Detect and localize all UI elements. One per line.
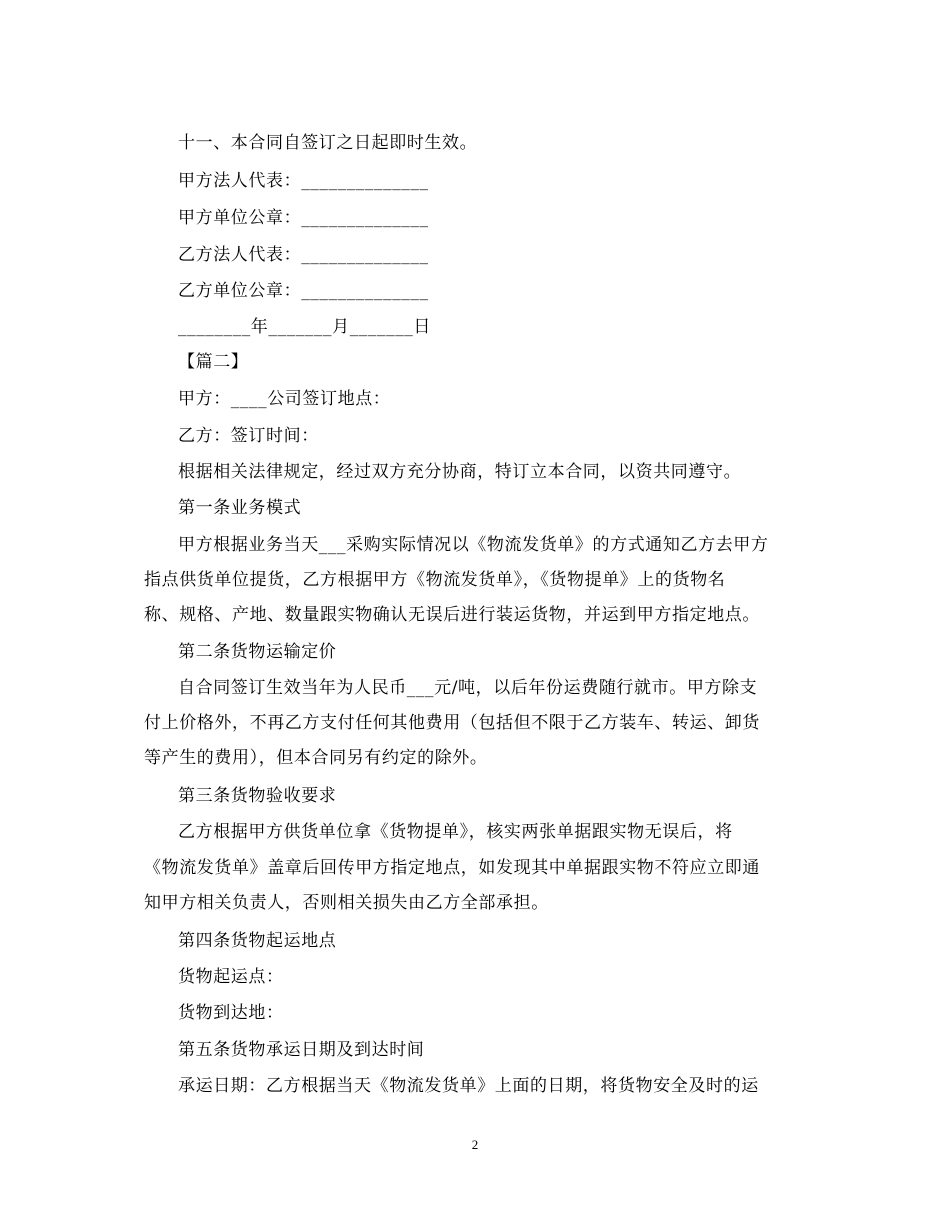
section-heading: 【篇二】 [178, 352, 249, 372]
article-one-heading: 第一条业务模式 [178, 498, 302, 518]
paragraph-line: 甲方根据业务当天___采购实际情况以《物流发货单》的方式通知乙方去甲方 [178, 535, 769, 555]
paragraph-line: 乙方根据甲方供货单位拿《货物提单》，核实两张单据跟实物无误后，将 [178, 822, 733, 842]
page-number: 2 [471, 1137, 479, 1152]
article-five-heading: 第五条货物承运日期及到达时间 [178, 1040, 425, 1060]
article-four-heading: 第四条货物起运地点 [178, 931, 337, 951]
party-b-seal-line: 乙方单位公章：______________ [178, 281, 429, 301]
article-three-heading: 第三条货物验收要求 [178, 786, 337, 806]
paragraph-line: 付上价格外，不再乙方支付任何其他费用（包括但不限于乙方装车、转运、卸货 [144, 713, 760, 733]
party-a-legal-rep-line: 甲方法人代表：______________ [178, 171, 429, 191]
destination-line: 货物到达地： [178, 1003, 284, 1023]
origin-line: 货物起运点： [178, 967, 284, 987]
article-two-heading: 第二条货物运输定价 [178, 642, 337, 662]
paragraph-line: 承运日期：乙方根据当天《物流发货单》上面的日期，将货物安全及时的运 [178, 1076, 759, 1096]
party-b-line: 乙方：签订时间： [178, 426, 319, 446]
paragraph-line: 称、规格、产地、数量跟实物确认无误后进行装运货物，并运到甲方指定地点。 [144, 605, 760, 625]
paragraph-line: 等产生的费用），但本合同另有约定的除外。 [144, 748, 488, 768]
paragraph-line: 指点供货单位提货，乙方根据甲方《物流发货单》，《货物提单》上的货物名 [144, 570, 726, 590]
party-a-seal-line: 甲方单位公章：______________ [178, 208, 429, 228]
paragraph-line: 知甲方相关负责人，否则相关损失由乙方全部承担。 [144, 893, 549, 913]
date-line: ________年_______月_______日 [178, 317, 431, 337]
party-a-line: 甲方：____公司签订地点： [178, 389, 391, 409]
paragraph-line: 《物流发货单》盖章后回传甲方指定地点，如发现其中单据跟实物不符应立即通 [144, 858, 760, 878]
clause-eleven: 十一、本合同自签订之日起即时生效。 [178, 133, 478, 153]
paragraph-line: 自合同签订生效当年为人民币___元/吨，以后年份运费随行就市。甲方除支 [178, 678, 758, 698]
party-b-legal-rep-line: 乙方法人代表：______________ [178, 245, 429, 265]
preamble: 根据相关法律规定，经过双方充分协商，特订立本合同，以资共同遵守。 [178, 462, 742, 482]
